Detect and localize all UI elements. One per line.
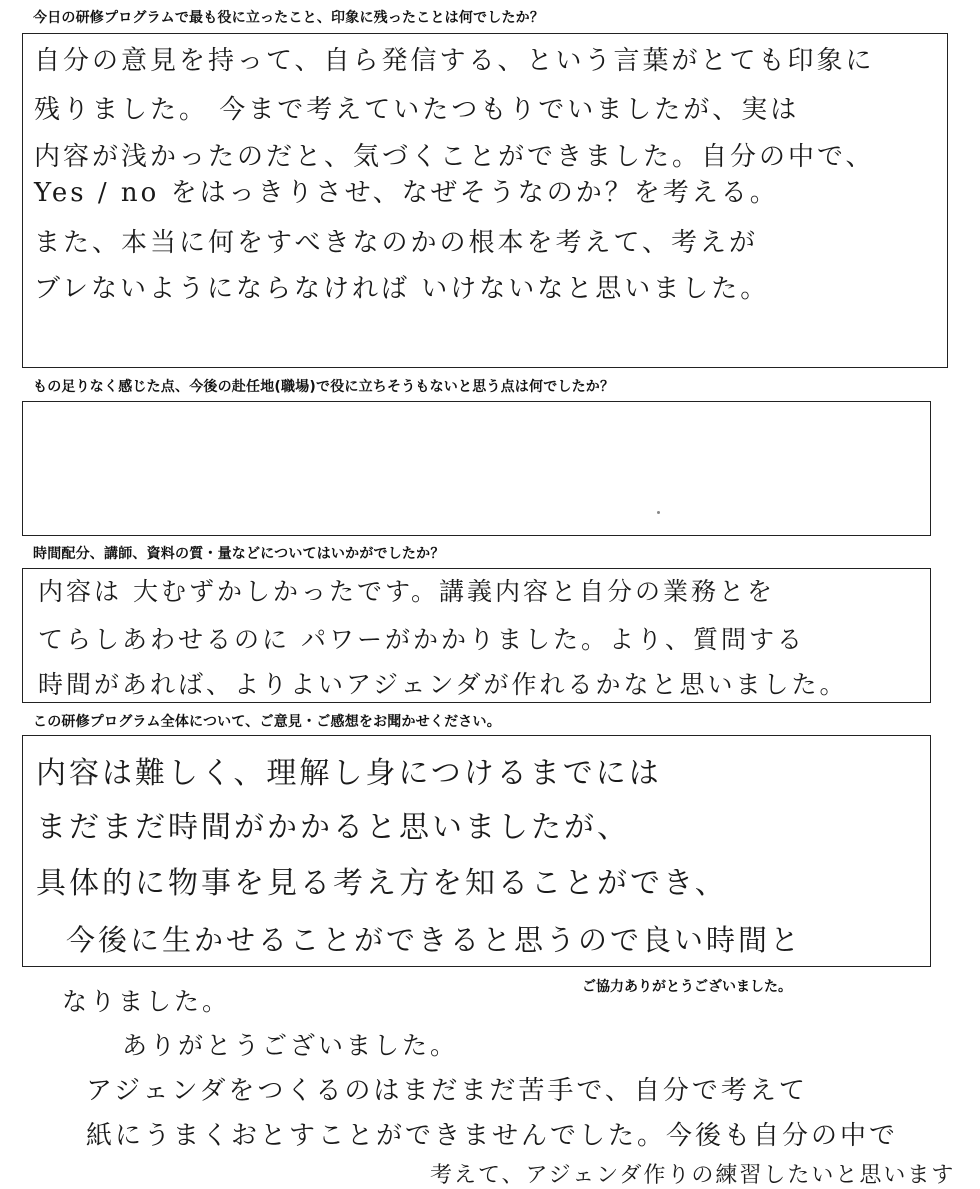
answer-4-line-6: ありがとうございました。: [122, 1031, 459, 1060]
answer-1-line-3: 内容が浅かったのだと、気づくことができました。自分の中で、: [34, 142, 875, 172]
answer-3-line-2: てらしあわせるのに パワーがかかりました。より、質問する: [38, 625, 805, 654]
answer-1-line-2: 残りました。 今まで考えていたつもりでいましたが、実は: [34, 95, 800, 125]
answer-1-line-6: ブレないようにならなければ いけないなと思いました。: [34, 274, 770, 304]
answer-4-line-7: アジェンダをつくるのはまだまだ苦手で、自分で考えて: [86, 1076, 808, 1106]
question-1: 今日の研修プログラムで最も役に立ったこと、印象に残ったことは何でしたか？: [33, 10, 545, 26]
answer-4-line-1: 内容は難しく、理解し身につけるまでには: [36, 756, 662, 791]
question-3: 時間配分、講師、資料の質・量などについてはいかがでしたか？: [33, 546, 445, 562]
answer-4-line-2: まだまだ時間がかかると思いましたが、: [36, 810, 630, 845]
question-2: もの足りなく感じた点、今後の赴任地(職場)で役に立ちそうもないと思う点は何でしたか？: [33, 379, 615, 395]
answer-3-line-1: 内容は 大むずかしかったです。講義内容と自分の業務とを: [38, 577, 775, 606]
answer-4-line-8: 紙にうまくおとすことができませんでした。今後も自分の中で: [86, 1121, 899, 1151]
closing-thanks: ご協力ありがとうございました。: [582, 979, 792, 995]
answer-4-line-3: 具体的に物事を見る考え方を知ることができ、: [36, 866, 728, 901]
answer-1-line-4: Yes / no をはっきりさせ、なぜそうなのか？を考える。: [34, 178, 779, 208]
answer-1-line-5: また、本当に何をすべきなのかの根本を考えて、考えが: [34, 228, 758, 258]
answer-1-line-1: 自分の意見を持って、自ら発信する、という言葉がとても印象に: [34, 46, 875, 76]
answer-3-line-3: 時間があれば、よりよいアジェンダが作れるかなと思いました。: [38, 670, 848, 699]
answer-4-line-9: 考えて、アジェンダ作りの練習したいと思います: [430, 1163, 956, 1188]
paper-speck: [657, 511, 660, 514]
answer-4-line-4: 今後に生かせることができると思うので良い時間と: [66, 923, 803, 957]
question-4: この研修プログラム全体について、ご意見・ご感想をお聞かせください。: [33, 714, 501, 730]
answer-4-line-5: なりました。: [62, 987, 231, 1016]
answer-box-2: [22, 401, 931, 536]
